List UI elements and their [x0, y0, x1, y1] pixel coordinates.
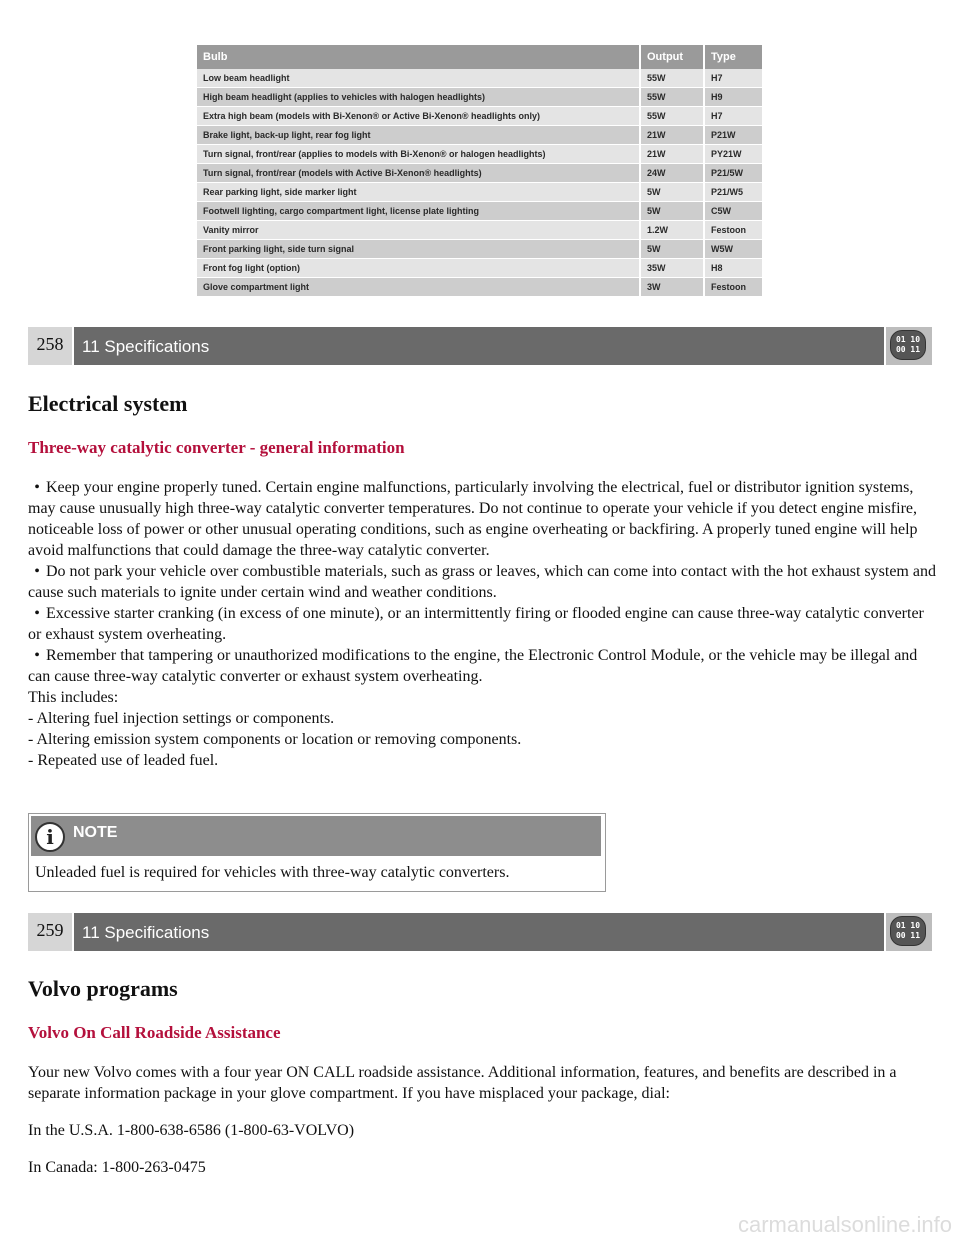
subsection-title: Volvo On Call Roadside Assistance [28, 1023, 281, 1042]
table-row [197, 145, 762, 164]
table-row [197, 202, 762, 221]
bullet-icon: • [34, 647, 40, 664]
list-item [28, 645, 938, 687]
type-cell: P21W [704, 126, 762, 145]
table-row [197, 69, 762, 88]
bulb-specifications-table [197, 45, 762, 297]
type-cell: Festoon [704, 278, 762, 297]
type-cell: H7 [704, 69, 762, 88]
note-header [31, 816, 601, 856]
table-row [197, 221, 762, 240]
bullet-text: Excessive starter cranking (in excess of one minute), or an intermittently firing or flooded engine can cause three-way catalytic converter or exhaust system overheating. [28, 605, 924, 643]
bullet-icon: • [34, 605, 40, 622]
table-header-row [197, 45, 762, 69]
phone-canada: In Canada: 1-800-263-0475 [28, 1159, 206, 1176]
column-header-type: Type [704, 45, 762, 69]
output-cell: 5W [640, 240, 704, 259]
type-cell: W5W [704, 240, 762, 259]
output-cell: 5W [640, 202, 704, 221]
table-row [197, 164, 762, 183]
corner-watermark: carmanualsonline.info [737, 1212, 952, 1237]
type-cell: C5W [704, 202, 762, 221]
bulb-cell: High beam headlight (applies to vehicles with halogen headlights) [197, 88, 640, 107]
type-cell: P21/5W [704, 164, 762, 183]
table-row [197, 183, 762, 202]
note-text: Unleaded fuel is required for vehicles with three-way catalytic converters. [35, 864, 510, 881]
output-cell: 35W [640, 259, 704, 278]
table-row [197, 126, 762, 145]
includes-item: - Repeated use of leaded fuel. [28, 752, 219, 769]
list-item [28, 561, 938, 603]
output-cell: 55W [640, 88, 704, 107]
binary-chapter-icon: 01 10 00 11 [890, 330, 926, 360]
bulb-cell: Brake light, back-up light, rear fog light [197, 126, 640, 145]
output-cell: 24W [640, 164, 704, 183]
list-item [28, 603, 938, 645]
bulb-cell: Rear parking light, side marker light [197, 183, 640, 202]
bullet-text: Remember that tampering or unauthorized modifications to the engine, the Electronic Control Module, or the vehicle may be illegal and can cause three-way catalytic converter or exhaust system overheating. [28, 647, 918, 685]
bullet-text: Keep your engine properly tuned. Certain engine malfunctions, particularly involving the electrical, fuel or distributor ignition systems, may cause unusually high three-way catalytic converter temperatures. Do not continue to operate your vehicle if you detect engine misfire, noticeable loss of power or other unusual operating conditions, such as engine overheating or backfiring. A properly tuned engine will help avoid malfunctions that could damage the three-way catalytic converter. [28, 479, 918, 559]
paragraph: Your new Volvo comes with a four year ON CALL roadside assistance. Additional information, features, and benefits are described in a separate information package in your glove compartment. If you have misplaced your package, dial: [28, 1064, 897, 1102]
bulb-cell: Vanity mirror [197, 221, 640, 240]
type-cell: H9 [704, 88, 762, 107]
list-item [28, 477, 938, 561]
page-header-258 [28, 327, 932, 365]
chapter-title: 11 Specifications [74, 913, 884, 951]
type-cell: Festoon [704, 221, 762, 240]
type-cell: H7 [704, 107, 762, 126]
includes-item: - Altering emission system components or location or removing components. [28, 731, 522, 748]
output-cell: 3W [640, 278, 704, 297]
note-box [28, 813, 606, 892]
table-row [197, 278, 762, 297]
type-cell: P21/W5 [704, 183, 762, 202]
includes-item: - Altering fuel injection settings or components. [28, 710, 335, 727]
chapter-icon-container [886, 327, 932, 365]
output-cell: 21W [640, 145, 704, 164]
section-title: Volvo programs [28, 976, 178, 1001]
subsection-title: Three-way catalytic converter - general information [28, 438, 405, 457]
column-header-output: Output [640, 45, 704, 69]
info-icon: i [35, 822, 65, 852]
output-cell: 21W [640, 126, 704, 145]
column-header-bulb: Bulb [197, 45, 640, 69]
phone-usa: In the U.S.A. 1-800-638-6586 (1-800-63-VOLVO) [28, 1122, 355, 1139]
type-cell: H8 [704, 259, 762, 278]
output-cell: 5W [640, 183, 704, 202]
page-header-259 [28, 913, 932, 951]
page-number: 258 [28, 327, 72, 365]
page-number: 259 [28, 913, 72, 951]
bulb-cell: Glove compartment light [197, 278, 640, 297]
bulb-cell: Extra high beam (models with Bi-Xenon® or Active Bi-Xenon® headlights only) [197, 107, 640, 126]
note-title: NOTE [73, 824, 118, 841]
table-row [197, 240, 762, 259]
chapter-icon-container [886, 913, 932, 951]
bulb-cell: Turn signal, front/rear (applies to models with Bi-Xenon® or halogen headlights) [197, 145, 640, 164]
bullet-icon: • [34, 563, 40, 580]
bullet-icon: • [34, 479, 40, 496]
bulb-cell: Front fog light (option) [197, 259, 640, 278]
includes-label: This includes: [28, 689, 119, 706]
table-row [197, 88, 762, 107]
binary-chapter-icon: 01 10 00 11 [890, 916, 926, 946]
output-cell: 1.2W [640, 221, 704, 240]
output-cell: 55W [640, 107, 704, 126]
section-title: Electrical system [28, 391, 188, 416]
bulb-cell: Front parking light, side turn signal [197, 240, 640, 259]
output-cell: 55W [640, 69, 704, 88]
bulb-cell: Turn signal, front/rear (models with Active Bi-Xenon® headlights) [197, 164, 640, 183]
bullet-list [28, 477, 938, 771]
bullet-text: Do not park your vehicle over combustible materials, such as grass or leaves, which can come into contact with the hot exhaust system and cause such materials to ignite under certain wind and weather conditions. [28, 563, 936, 601]
chapter-title: 11 Specifications [74, 327, 884, 365]
table-row [197, 259, 762, 278]
table-row [197, 107, 762, 126]
bulb-cell: Footwell lighting, cargo compartment light, license plate lighting [197, 202, 640, 221]
bulb-cell: Low beam headlight [197, 69, 640, 88]
type-cell: PY21W [704, 145, 762, 164]
